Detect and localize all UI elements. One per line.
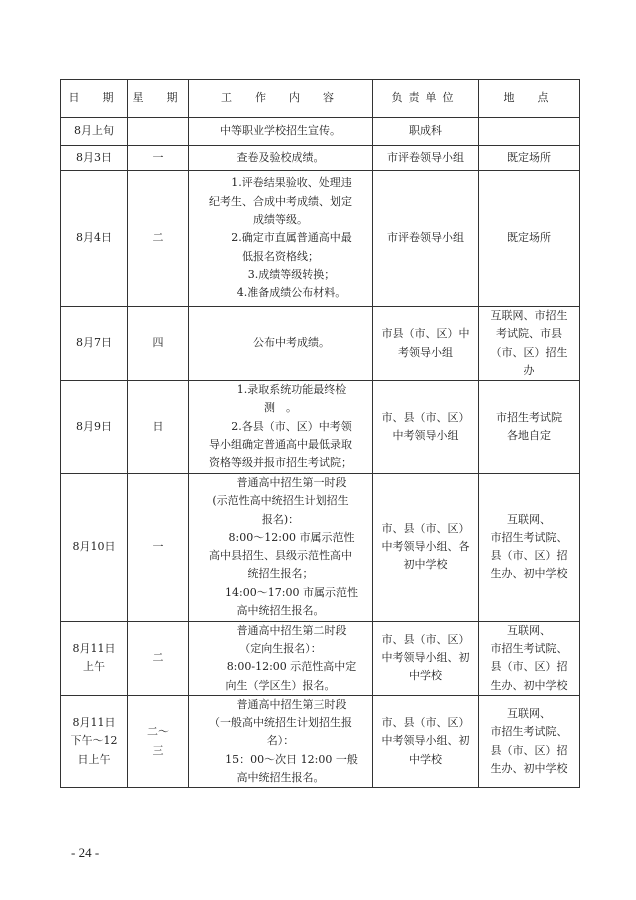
content-line: 资格等级并报市招生考试院；: [209, 456, 352, 470]
unit-line: 中考领导小组: [392, 428, 459, 442]
content-line: 8:00～12:00 市属示范性: [228, 530, 355, 544]
unit-line: 市、县（市、区）: [381, 521, 470, 535]
cell-date: [61, 307, 128, 381]
unit-line: 中考领导小组、各: [381, 540, 470, 554]
content-line: 1.录取系统功能最终检: [236, 383, 347, 397]
content-line: （一般高中统招生计划招生报: [209, 716, 352, 730]
weekday-line: 二: [152, 651, 164, 665]
table-row: [61, 171, 580, 307]
place-line: 市招生考试院、: [490, 530, 568, 544]
place-line: 既定场所: [507, 231, 551, 245]
header-date: 日 期: [61, 80, 128, 118]
cell-content: [189, 118, 373, 146]
cell-place: [479, 381, 580, 473]
cell-unit: [373, 621, 479, 695]
cell-date: [61, 171, 128, 307]
cell-place: [479, 473, 580, 621]
date-line: 8月11日: [72, 716, 116, 730]
table-row: [61, 381, 580, 473]
cell-unit: [373, 307, 479, 381]
content-line: 高中统招生报名。: [236, 771, 325, 785]
table-row: [61, 146, 580, 171]
unit-line: 职成科: [409, 124, 442, 138]
weekday-line: 日: [152, 419, 164, 433]
place-line: 市招生考试院、: [490, 725, 568, 739]
cell-content: [189, 473, 373, 621]
weekday-line: 一: [152, 150, 164, 164]
content-line: 纪考生、合成中考成绩、划定: [209, 194, 352, 208]
date-line: 8月7日: [76, 336, 112, 350]
content-line: 高中县招生、县级示范性高中: [209, 549, 352, 563]
place-line: 县（市、区）招: [490, 743, 568, 757]
date-line: 上午: [83, 660, 105, 674]
cell-weekday: [128, 621, 189, 695]
weekday-line: 一: [152, 540, 164, 554]
cell-unit: [373, 695, 479, 787]
place-line: 互联网、: [507, 623, 551, 637]
page-number: - 24 -: [71, 845, 100, 860]
place-line: 各地自定: [507, 428, 551, 442]
cell-weekday: [128, 146, 189, 171]
content-line: 8:00-12:00 示范性高中定: [226, 660, 357, 674]
cell-date: [61, 695, 128, 787]
unit-line: 中考领导小组、初: [381, 734, 470, 748]
content-line: (示范性高中统招生计划招生: [212, 494, 349, 508]
date-line: 8月9日: [76, 419, 112, 433]
content-line: 普通高中招生第二时段: [236, 623, 347, 637]
cell-place: [479, 695, 580, 787]
place-line: 考试院、市县: [496, 327, 562, 341]
content-line: 高中统招生报名。: [236, 604, 325, 618]
cell-date: [61, 621, 128, 695]
header-weekday: 星 期: [128, 80, 189, 118]
cell-date: [61, 146, 128, 171]
date-line: 8月上旬: [74, 124, 114, 138]
unit-line: 中学校: [409, 669, 442, 683]
header-unit: 负责单位: [373, 80, 479, 118]
header-place: 地 点: [479, 80, 580, 118]
cell-place: [479, 118, 580, 146]
schedule-table: [60, 79, 580, 788]
content-line: 低报名资格线；: [242, 249, 319, 263]
content-line: 测 。: [264, 401, 297, 415]
unit-line: 初中学校: [403, 558, 448, 572]
content-line: 2.各县（市、区）中考领: [231, 419, 352, 433]
cell-place: [479, 146, 580, 171]
cell-place: [479, 171, 580, 307]
cell-unit: [373, 473, 479, 621]
unit-line: 市评卷领导小组: [387, 231, 464, 245]
cell-weekday: [128, 695, 189, 787]
unit-line: 市、县（市、区）: [381, 632, 470, 646]
place-line: 互联网、市招生: [490, 309, 568, 322]
date-line: 8月11日: [72, 641, 116, 655]
unit-line: 市、县（市、区）: [381, 716, 470, 730]
place-line: 互联网、: [507, 707, 551, 720]
content-line: 2.确定市直属普通高中最: [231, 231, 352, 245]
unit-line: 中学校: [409, 752, 442, 766]
cell-unit: [373, 146, 479, 171]
place-line: 既定场所: [507, 150, 551, 164]
weekday-line: 二: [152, 231, 164, 245]
date-line: 下午～12: [70, 734, 118, 748]
header-row: [61, 80, 580, 118]
content-line: 1.评卷结果验收、处理违: [231, 176, 352, 190]
table-row: [61, 118, 580, 146]
weekday-line: 四: [152, 336, 164, 350]
place-line: 市招生考试院: [496, 410, 562, 424]
cell-date: [61, 118, 128, 146]
place-line: 市招生考试院、: [490, 641, 568, 655]
place-line: 县（市、区）招: [490, 660, 568, 674]
content-line: 中等职业学校招生宣传。: [220, 124, 341, 138]
content-line: 成绩等级。: [253, 213, 308, 227]
cell-place: [479, 307, 580, 381]
content-line: （定向生报名）：: [239, 641, 322, 655]
cell-date: [61, 473, 128, 621]
place-line: 生办、初中学校: [490, 761, 568, 775]
cell-unit: [373, 381, 479, 473]
cell-content: [189, 381, 373, 473]
content-line: 向生（学区生）报名。: [225, 678, 336, 692]
cell-date: [61, 381, 128, 473]
cell-content: [189, 307, 373, 381]
unit-line: 中考领导小组、初: [381, 651, 470, 665]
unit-line: 考领导小组: [398, 345, 453, 359]
unit-line: 市县（市、区）中: [381, 327, 470, 341]
cell-content: [189, 621, 373, 695]
content-line: 普通高中招生第一时段: [236, 475, 347, 489]
content-line: 公布中考成绩。: [253, 336, 330, 350]
cell-weekday: [128, 381, 189, 473]
date-line: 8月3日: [76, 150, 112, 164]
cell-weekday: [128, 118, 189, 146]
table-row: [61, 621, 580, 695]
place-line: 互联网、: [507, 512, 551, 526]
table-row: [61, 473, 580, 621]
cell-content: [189, 695, 373, 787]
header-content: 工 作 内 容: [189, 80, 373, 118]
date-line: 8月10日: [72, 540, 116, 554]
content-line: 查卷及验校成绩。: [236, 150, 325, 164]
place-line: 办: [523, 363, 535, 377]
place-line: 县（市、区）招: [490, 549, 568, 563]
content-line: 统招生报名；: [247, 567, 314, 581]
table-row: [61, 307, 580, 381]
content-line: 3.成绩等级转换；: [247, 267, 336, 281]
unit-line: 市、县（市、区）: [381, 410, 470, 424]
content-line: 名）：: [266, 734, 295, 748]
cell-weekday: [128, 307, 189, 381]
cell-place: [479, 621, 580, 695]
table-row: [61, 695, 580, 787]
cell-unit: [373, 171, 479, 307]
place-line: （市、区）招生: [490, 345, 568, 359]
content-line: 报名)：: [261, 512, 300, 526]
date-line: 8月4日: [76, 231, 112, 245]
unit-line: 市评卷领导小组: [387, 150, 464, 164]
schedule-body: [61, 118, 580, 788]
content-line: 4.准备成绩公布材料。: [236, 286, 347, 300]
cell-content: [189, 171, 373, 307]
weekday-line: 三: [152, 743, 164, 757]
cell-content: [189, 146, 373, 171]
cell-unit: [373, 118, 479, 146]
weekday-line: 二～: [147, 725, 169, 739]
place-line: 生办、初中学校: [490, 567, 568, 581]
content-line: 15：00～次日 12:00 一般: [225, 752, 358, 766]
cell-weekday: [128, 171, 189, 307]
content-line: 普通高中招生第三时段: [236, 697, 347, 711]
cell-weekday: [128, 473, 189, 621]
content-line: 导小组确定普通高中最低录取: [209, 438, 352, 452]
place-line: 生办、初中学校: [490, 678, 568, 692]
date-line: 日上午: [77, 752, 111, 766]
content-line: 14:00～17:00 市属示范性: [225, 585, 358, 599]
